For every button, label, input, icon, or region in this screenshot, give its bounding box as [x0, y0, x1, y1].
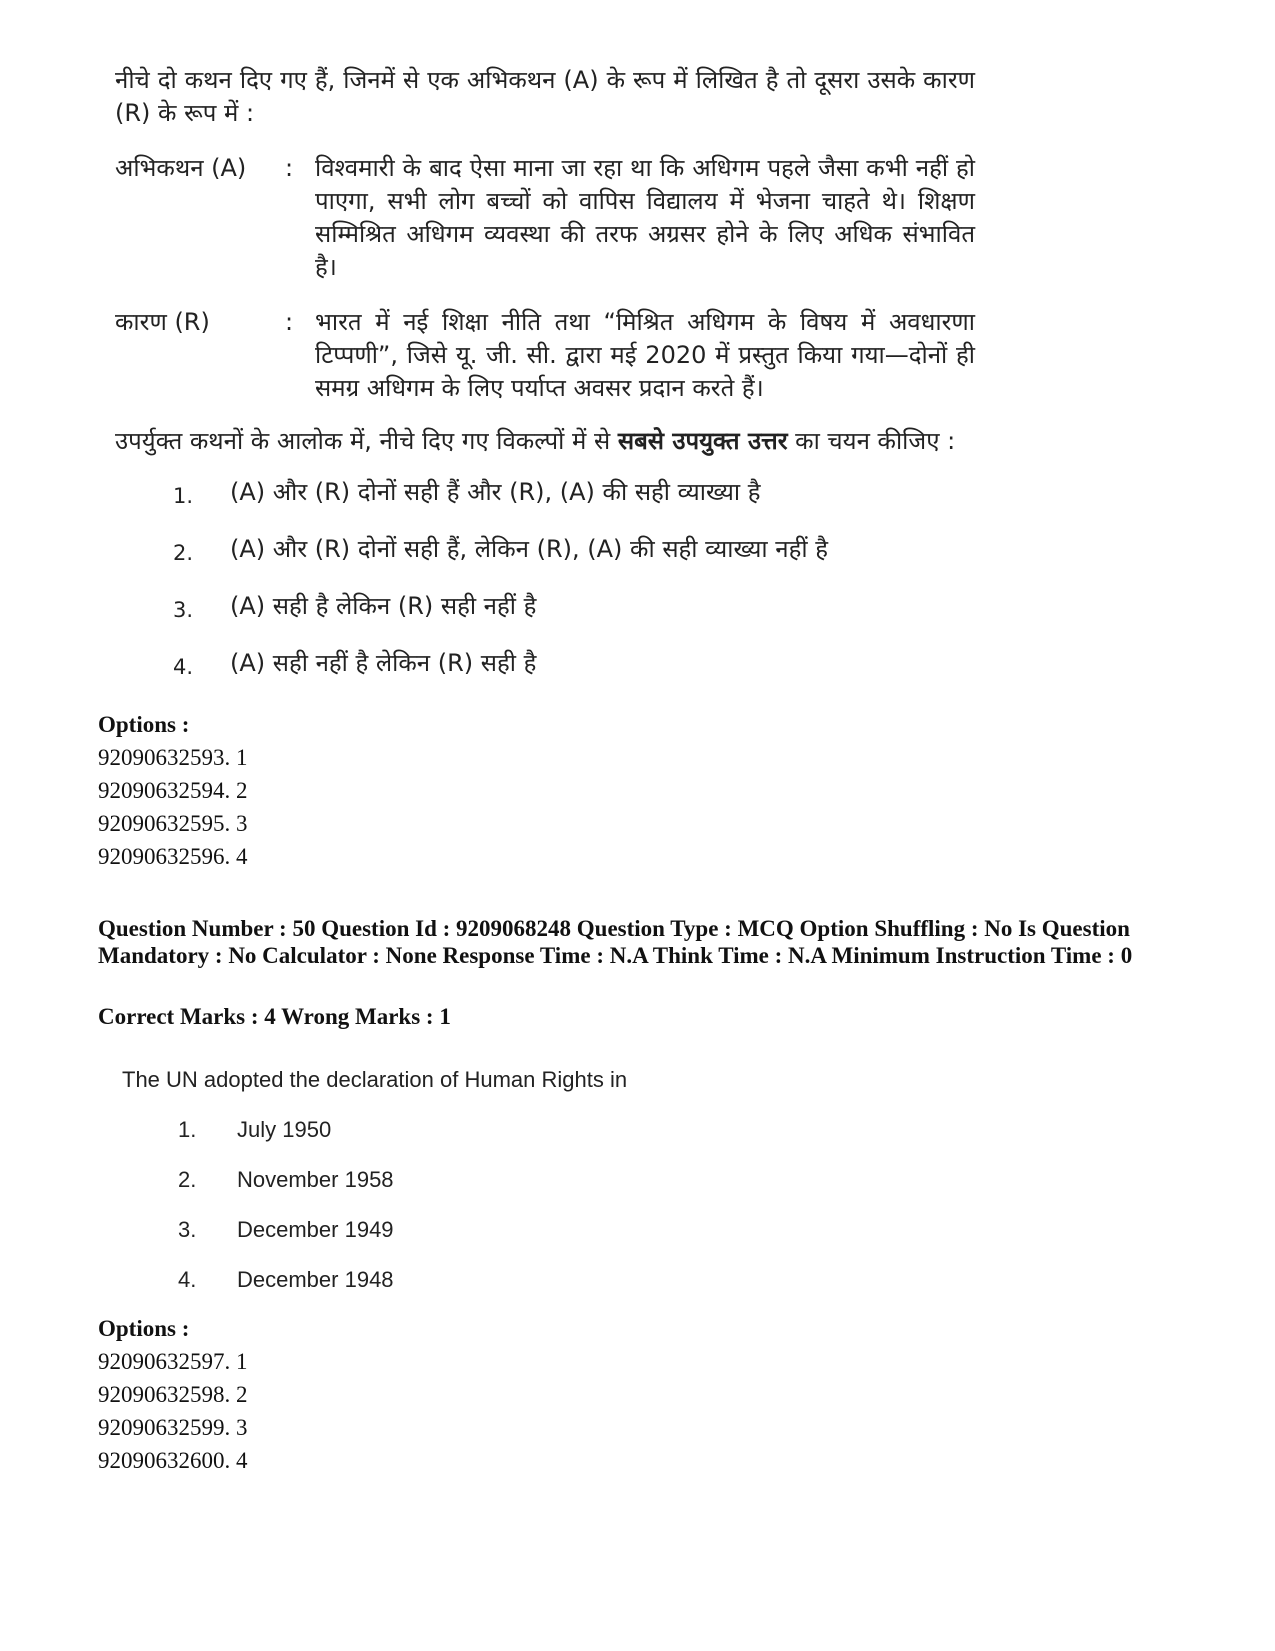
choice-text: July 1950	[237, 1117, 332, 1142]
assertion-colon: :	[285, 154, 294, 182]
choice-number: 3.	[178, 1217, 197, 1242]
choice-number: 2.	[178, 1167, 197, 1192]
assertion-label: अभिकथन (A)	[115, 154, 247, 182]
options-block-2	[98, 1312, 248, 1477]
option-id-line: 92090632593. 1	[98, 745, 248, 770]
assertion-statement	[115, 152, 975, 284]
choice-text: (A) सही नहीं है लेकिन (R) सही है	[230, 649, 537, 677]
choice-number: 2.	[173, 541, 194, 565]
instruction-text-end: का चयन कीजिए :	[787, 427, 956, 455]
choice-text: December 1949	[237, 1217, 394, 1242]
hindi-choice-4	[115, 647, 975, 704]
english-choice-3	[122, 1212, 627, 1262]
option-id-line: 92090632597. 1	[98, 1349, 248, 1374]
english-choice-1	[122, 1112, 627, 1162]
option-id-line: 92090632598. 2	[98, 1382, 248, 1407]
hindi-choice-2	[115, 533, 975, 590]
hindi-question-block	[115, 64, 975, 704]
choice-text: (A) सही है लेकिन (R) सही नहीं है	[230, 592, 537, 620]
choice-number: 3.	[173, 598, 194, 622]
hindi-choice-list	[115, 476, 975, 704]
question-metadata: Question Number : 50 Question Id : 9209068248 Question Type : MCQ Option Shuffling : No Is Question Mandatory : No Calculator : None Response Time : N.A Think Time : N.A Minimum Instruction Time : 0	[98, 916, 1133, 968]
choice-text: December 1948	[237, 1267, 394, 1292]
hindi-choice-1	[115, 476, 975, 533]
question-marks: Correct Marks : 4 Wrong Marks : 1	[98, 1004, 451, 1029]
option-id-line: 92090632599. 3	[98, 1415, 248, 1440]
instruction-bold: सबसे उपयुक्त उत्तर	[617, 427, 788, 455]
question-intro: नीचे दो कथन दिए गए हैं, जिनमें से एक अभिकथन (A) के रूप में लिखित है तो दूसरा उसके कारण (R) के रूप में :	[115, 66, 975, 127]
option-id-line: 92090632595. 3	[98, 811, 248, 836]
options-title: Options :	[98, 1316, 190, 1341]
choice-number: 1.	[173, 484, 194, 508]
reason-colon: :	[285, 308, 294, 336]
option-id-line: 92090632600. 4	[98, 1448, 248, 1473]
english-choice-list	[122, 1112, 627, 1312]
reason-text: भारत में नई शिक्षा नीति तथा “मिश्रित अधिगम के विषय में अवधारणा टिप्पणी”, जिसे यू. जी. सी. द्वारा मई 2020 में प्रस्तुत किया गया—दोनों ही समग्र अधिगम के लिए पर्याप्त अवसर प्रदान करते हैं।	[315, 308, 975, 402]
english-choice-4	[122, 1262, 627, 1312]
option-id-line: 92090632596. 4	[98, 844, 248, 869]
choice-text: November 1958	[237, 1167, 394, 1192]
english-question-text: The UN adopted the declaration of Human Rights in	[122, 1067, 628, 1092]
english-choice-2	[122, 1162, 627, 1212]
options-title: Options :	[98, 712, 190, 737]
choice-text: (A) और (R) दोनों सही हैं, लेकिन (R), (A) की सही व्याख्या नहीं है	[230, 535, 828, 563]
choice-number: 1.	[178, 1117, 197, 1142]
choice-number: 4.	[178, 1267, 197, 1292]
instruction-text: उपर्युक्त कथनों के आलोक में, नीचे दिए गए विकल्पों में से	[115, 427, 618, 455]
english-question-block	[122, 1062, 627, 1312]
choice-text: (A) और (R) दोनों सही हैं और (R), (A) की सही व्याख्या है	[230, 478, 761, 506]
assertion-text: विश्वमारी के बाद ऐसा माना जा रहा था कि अधिगम पहले जैसा कभी नहीं हो पाएगा, सभी लोग बच्चों को वापिस विद्यालय में भेजना चाहते थे। शिक्षण सम्मिश्रित अधिगम व्यवस्था की तरफ अग्रसर होने के लिए अधिक संभावित है।	[315, 154, 975, 281]
hindi-choice-3	[115, 590, 975, 647]
option-id-line: 92090632594. 2	[98, 778, 248, 803]
reason-label: कारण (R)	[115, 308, 210, 336]
options-block-1	[98, 708, 248, 873]
question-instruction	[115, 425, 975, 458]
reason-statement	[115, 306, 975, 405]
choice-number: 4.	[173, 655, 194, 679]
